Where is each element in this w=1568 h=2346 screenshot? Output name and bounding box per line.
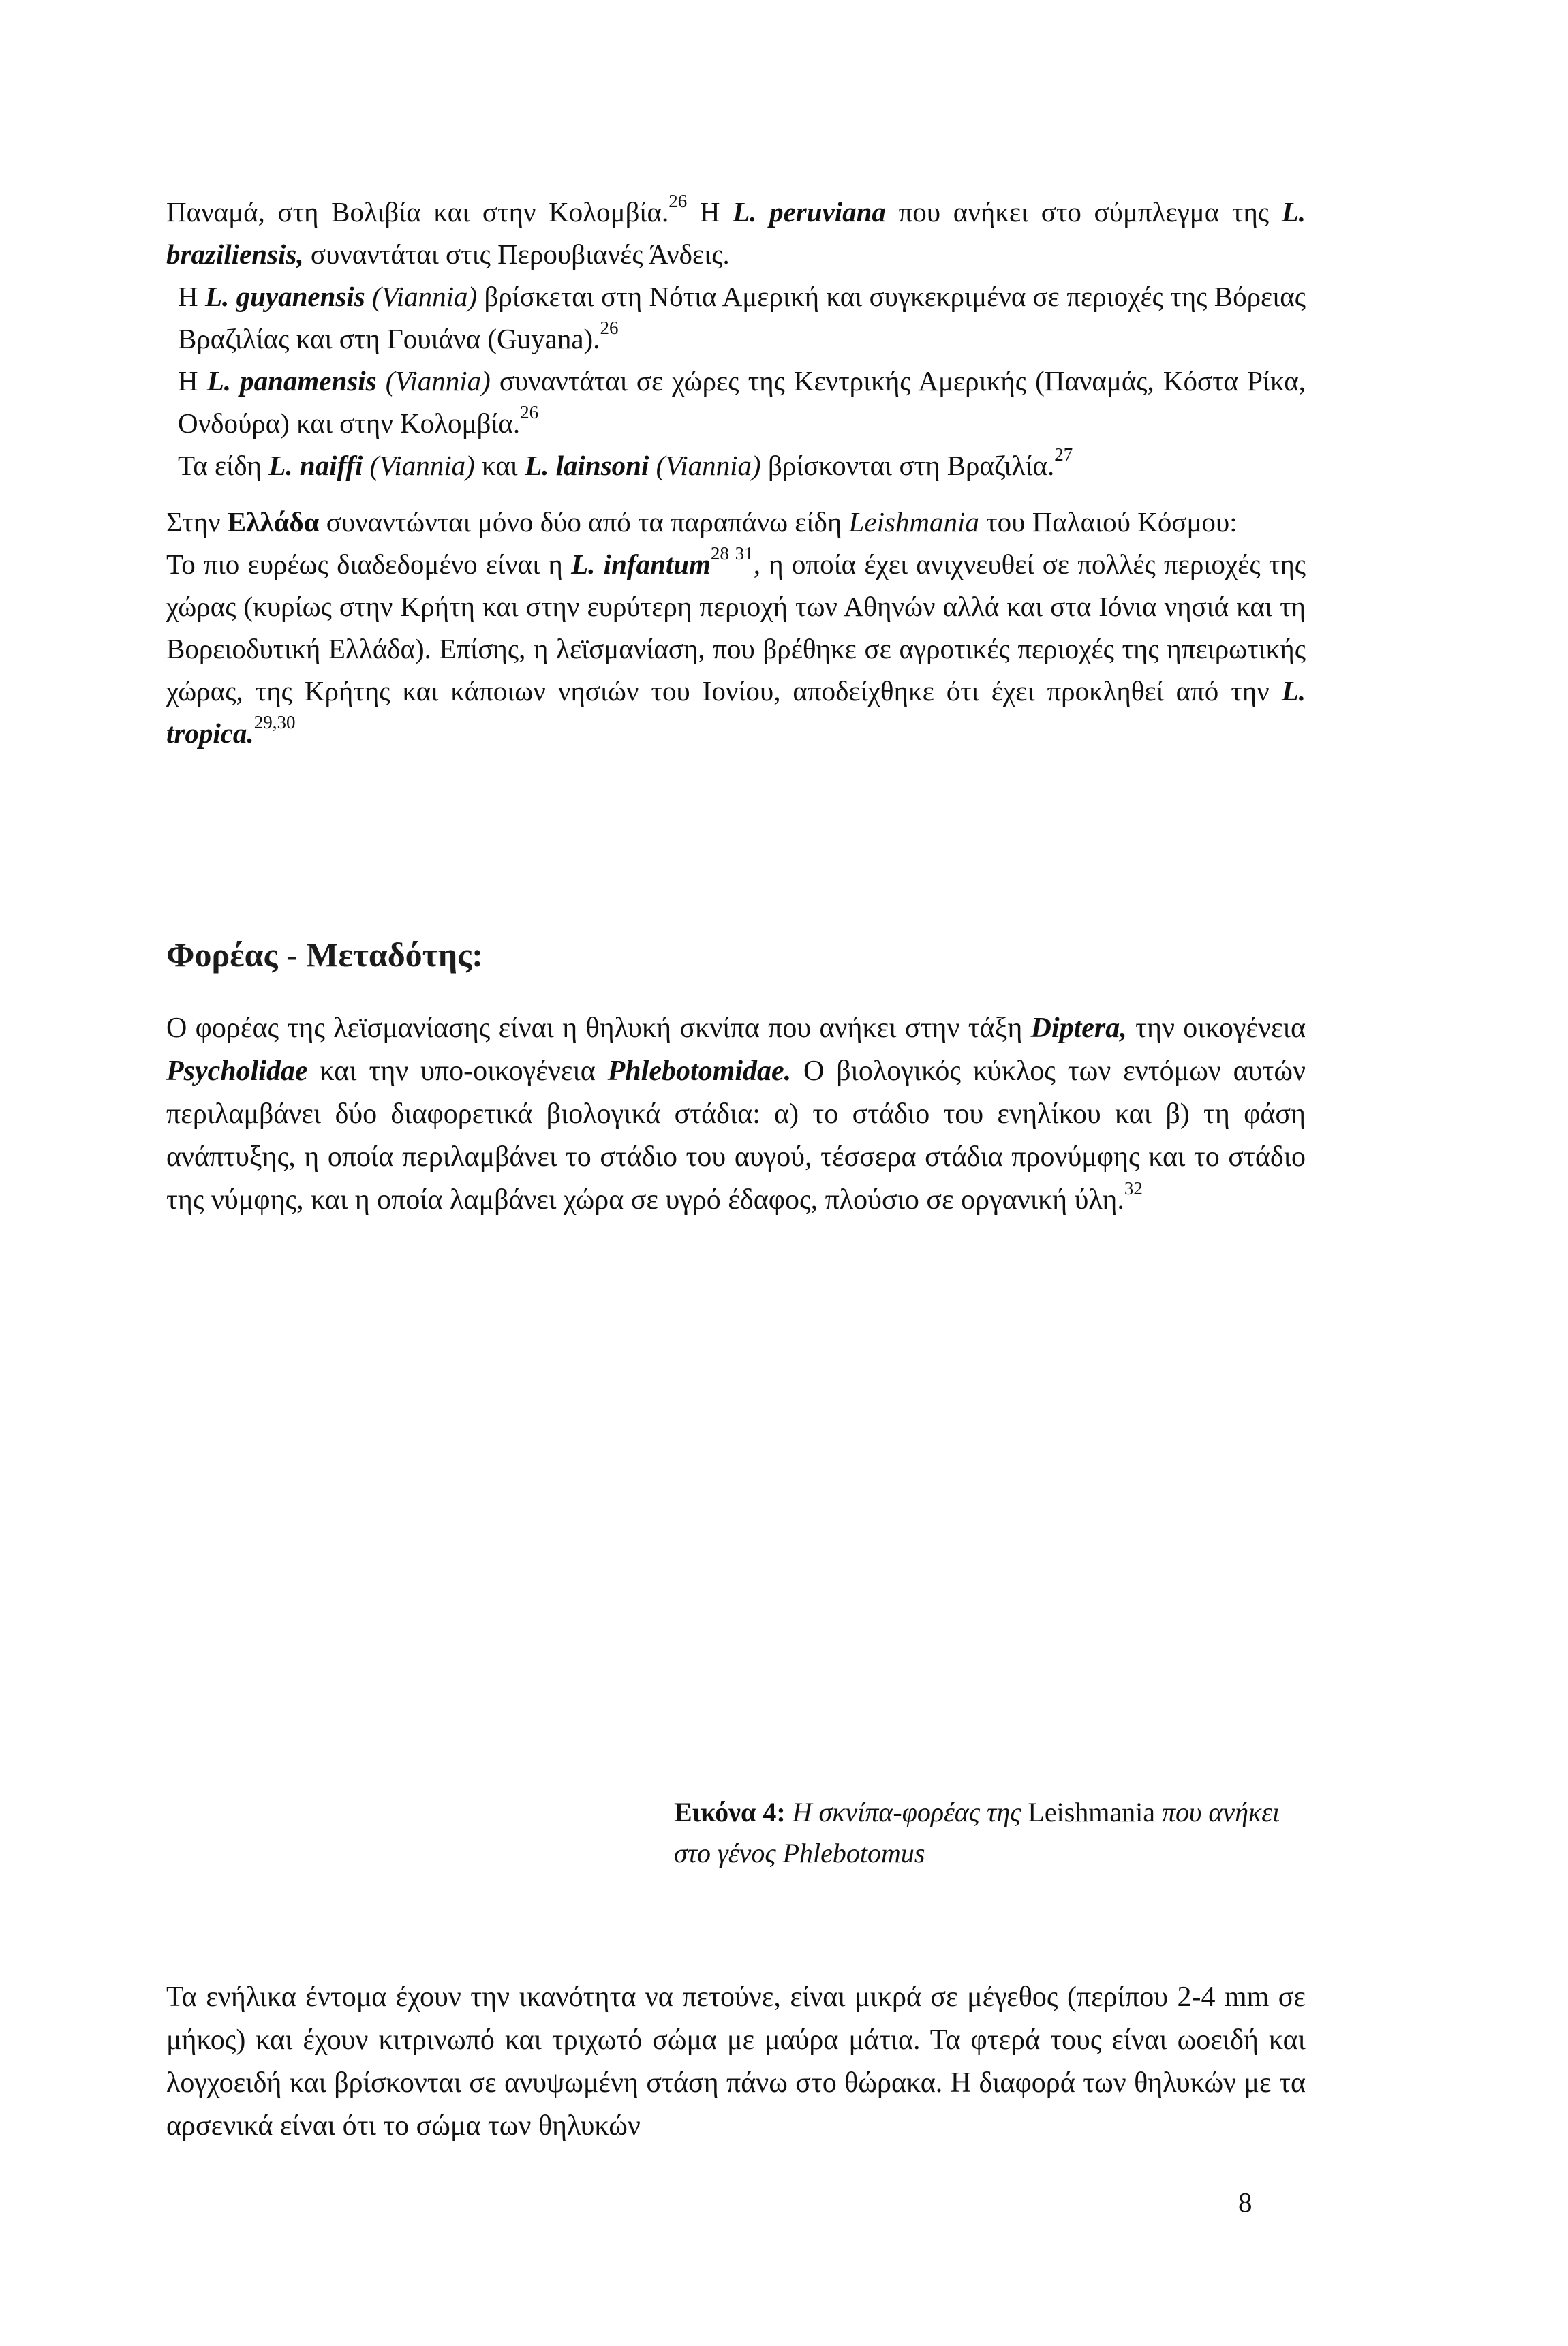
species-name: L. tropica. — [166, 675, 1306, 749]
citation: 26 — [668, 191, 688, 212]
citation: 28 31 — [710, 543, 754, 564]
order-name: Diptera, — [1030, 1013, 1127, 1044]
text: Η — [687, 196, 733, 228]
species-name: L. infantum — [571, 549, 711, 580]
subgenus-name: (Viannia) — [649, 450, 761, 481]
top-section — [166, 191, 1306, 487]
text: βρίσκεται στη Νότια Αμερική και συγκεκριμένα σε περιοχές της Βόρειας Βραζιλίας και στη Γουιάνα (Guyana). — [178, 281, 1306, 354]
text: Τα είδη — [178, 450, 269, 481]
genus-name: Leishmania — [1028, 1797, 1156, 1827]
subfamily-name: Phlebotomidae. — [607, 1055, 792, 1087]
text: Ο φορέας της λεϊσμανίασης είναι η θηλυκή σκνίπα που ανήκει στην τάξη — [166, 1013, 1031, 1044]
species-name: L. guyanensis — [204, 281, 365, 312]
paragraph-greece — [166, 501, 1306, 543]
text: βρίσκονται στη Βραζιλία. — [760, 450, 1055, 481]
greece-section — [166, 501, 1306, 754]
species-name: L. panamensis — [206, 365, 377, 397]
text: Η — [178, 281, 205, 312]
species-name: L. lainsoni — [525, 450, 649, 481]
citation: 26 — [520, 402, 539, 423]
subgenus-name: (Viannia) — [365, 281, 478, 312]
vector-section — [166, 1007, 1306, 1222]
citation: 27 — [1054, 444, 1073, 465]
caption-text: Η σκνίπα-φορέας της — [785, 1797, 1028, 1827]
family-name: Psycholidae — [166, 1055, 308, 1087]
citation: 29,30 — [253, 712, 296, 733]
text: και την υπο-οικογένεια — [307, 1055, 608, 1087]
text: Ο βιολογικός κύκλος των εντόμων αυτών περιλαμβάνει δύο διαφορετικά βιολογικά στάδια: α) το στάδιο του ενηλίκου και β) τη φάση ανάπτυξης, η οποία περιλαμβάνει το στάδιο του αυγού, τέσσερα στάδια προνύμφης και το στάδιο της νύμφης, και η οποία λαμβάνει χώρα σε υγρό έδαφος, πλούσιο σε οργανική ύλη. — [166, 1055, 1306, 1216]
genus-name: Phlebotomus — [782, 1838, 925, 1868]
text: Το πιο ευρέως διαδεδομένο είναι η — [166, 549, 572, 580]
country-name: Ελλάδα — [227, 506, 320, 538]
paragraph-guyanensis — [166, 275, 1306, 360]
text: την οικογένεια — [1126, 1013, 1306, 1044]
text: συναντώνται μόνο δύο από τα παραπάνω είδη — [319, 506, 849, 538]
text: συναντάται στις Περουβιανές Άνδεις. — [303, 238, 730, 270]
text: συναντάται σε χώρες της Κεντρικής Αμερικής (Παναμάς, Κόστα Ρίκα, Ονδούρα) και στην Κολομβία. — [178, 365, 1306, 439]
paragraph-panamensis — [166, 360, 1306, 444]
figure-caption — [674, 1792, 1287, 1874]
paragraph-infantum — [166, 543, 1306, 754]
paragraph-peruviana — [166, 191, 1306, 275]
adult-section — [166, 1976, 1306, 2148]
species-name: L. braziliensis, — [166, 196, 1306, 270]
species-name: L. naiffi — [268, 450, 363, 481]
subgenus-name: (Viannia) — [363, 450, 475, 481]
paragraph-naiffi-lainsoni — [166, 444, 1306, 487]
text: του Παλαιού Κόσμου: — [979, 506, 1238, 538]
text: που ανήκει στο σύμπλεγμα της — [885, 196, 1282, 228]
caption-label: Εικόνα 4: — [674, 1797, 786, 1827]
genus-name: Leishmania — [848, 506, 979, 538]
section-heading: Φορέας - Μεταδότης: — [166, 936, 483, 974]
text: και — [474, 450, 525, 481]
text: Παναμά, στη Βολιβία και στην Κολομβία. — [166, 196, 669, 228]
subgenus-name: (Viannia) — [376, 365, 491, 397]
caption-text: που ανήκει στο γένος — [674, 1797, 1280, 1868]
citation: 26 — [600, 318, 619, 339]
text: , η οποία έχει ανιχνευθεί σε πολλές περιοχές της χώρας (κυρίως στην Κρήτη και στην ευρύτερη περιοχή των Αθηνών αλλά και στα Ιόνια νησιά και τη Βορειοδυτική Ελλάδα). Επίσης, η λεϊσμανίαση, που βρέθηκε σε αγροτικές περιοχές της ηπειρωτικής χώρας, της Κρήτης και κάποιων νησιών του Ιονίου, αποδείχθηκε ότι έχει προκληθεί από την — [166, 549, 1306, 707]
text: Στην — [166, 506, 228, 538]
page-number: 8 — [1238, 2187, 1252, 2218]
paragraph-adult: Τα ενήλικα έντομα έχουν την ικανότητα να πετούνε, είναι μικρά σε μέγεθος (περίπου 2-4 mm σε μήκος) και έχουν κιτρινωπό και τριχωτό σώμα με μαύρα μάτια. Τα φτερά τους είναι ωοειδή και λογχοειδή και βρίσκονται σε ανυψωμένη στάση πάνω στο θώρακα. Η διαφορά των θηλυκών με τα αρσενικά είναι ότι το σώμα των θηλυκών — [166, 1981, 1306, 2142]
citation: 32 — [1124, 1178, 1143, 1199]
paragraph-vector — [166, 1007, 1306, 1222]
species-name: L. peruviana — [733, 196, 886, 228]
text: Η — [178, 365, 207, 397]
